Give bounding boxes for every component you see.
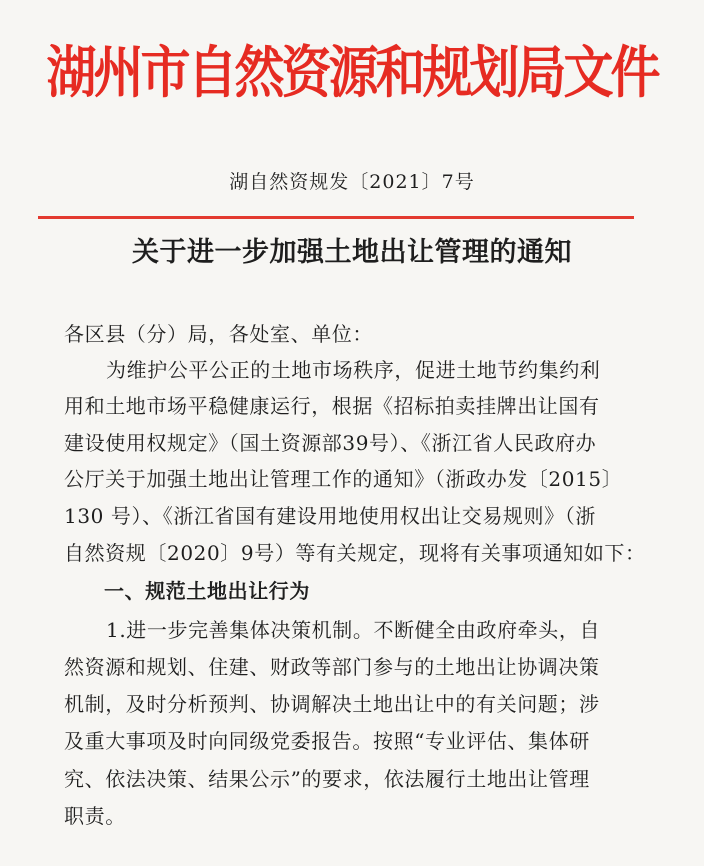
- document-number: 湖自然资规发〔2021〕7号: [229, 171, 475, 193]
- document-header-title: 湖州市自然资源和规划局文件: [46, 40, 658, 106]
- paragraph-line: 公厅关于加强土地出让管理工作的通知》（浙政办发〔2015〕: [64, 467, 623, 491]
- paragraph-line: 130 号）、《浙江省国有建设用地使用权出让交易规则》（浙: [64, 504, 596, 528]
- paragraph-line: 建设使用权规定》（国土资源部39号）、《浙江省人民政府办: [64, 431, 597, 455]
- paragraph-line: 职责。: [64, 804, 126, 828]
- salutation: 各区县（分）局，各处室、单位：: [64, 322, 373, 346]
- paragraph-line: 用和土地市场平稳健康运行，根据《招标拍卖挂牌出让国有: [64, 394, 600, 418]
- paragraph-line: 究、依法决策、结果公示”的要求，依法履行土地出让管理: [64, 767, 590, 791]
- paragraph-line: 自然资规〔2020〕9号）等有关规定，现将有关事项通知如下：: [64, 541, 646, 565]
- paragraph-line: 及重大事项及时向同级党委报告。按照“专业评估、集体研: [64, 729, 590, 753]
- paragraph-line: 为维护公平公正的土地市场秩序，促进土地节约集约利: [106, 358, 601, 382]
- paragraph-line: 然资源和规划、住建、财政等部门参与的土地出让协调决策: [64, 655, 600, 679]
- paragraph-line: 1.进一步完善集体决策机制。不断健全由政府牵头，自: [106, 618, 601, 642]
- paragraph-line: 机制，及时分析预判、协调解决土地出让中的有关问题；涉: [64, 692, 600, 716]
- red-divider-line: [38, 216, 634, 219]
- section-heading: 一、规范土地出让行为: [104, 579, 310, 603]
- notice-title: 关于进一步加强土地出让管理的通知: [132, 237, 572, 268]
